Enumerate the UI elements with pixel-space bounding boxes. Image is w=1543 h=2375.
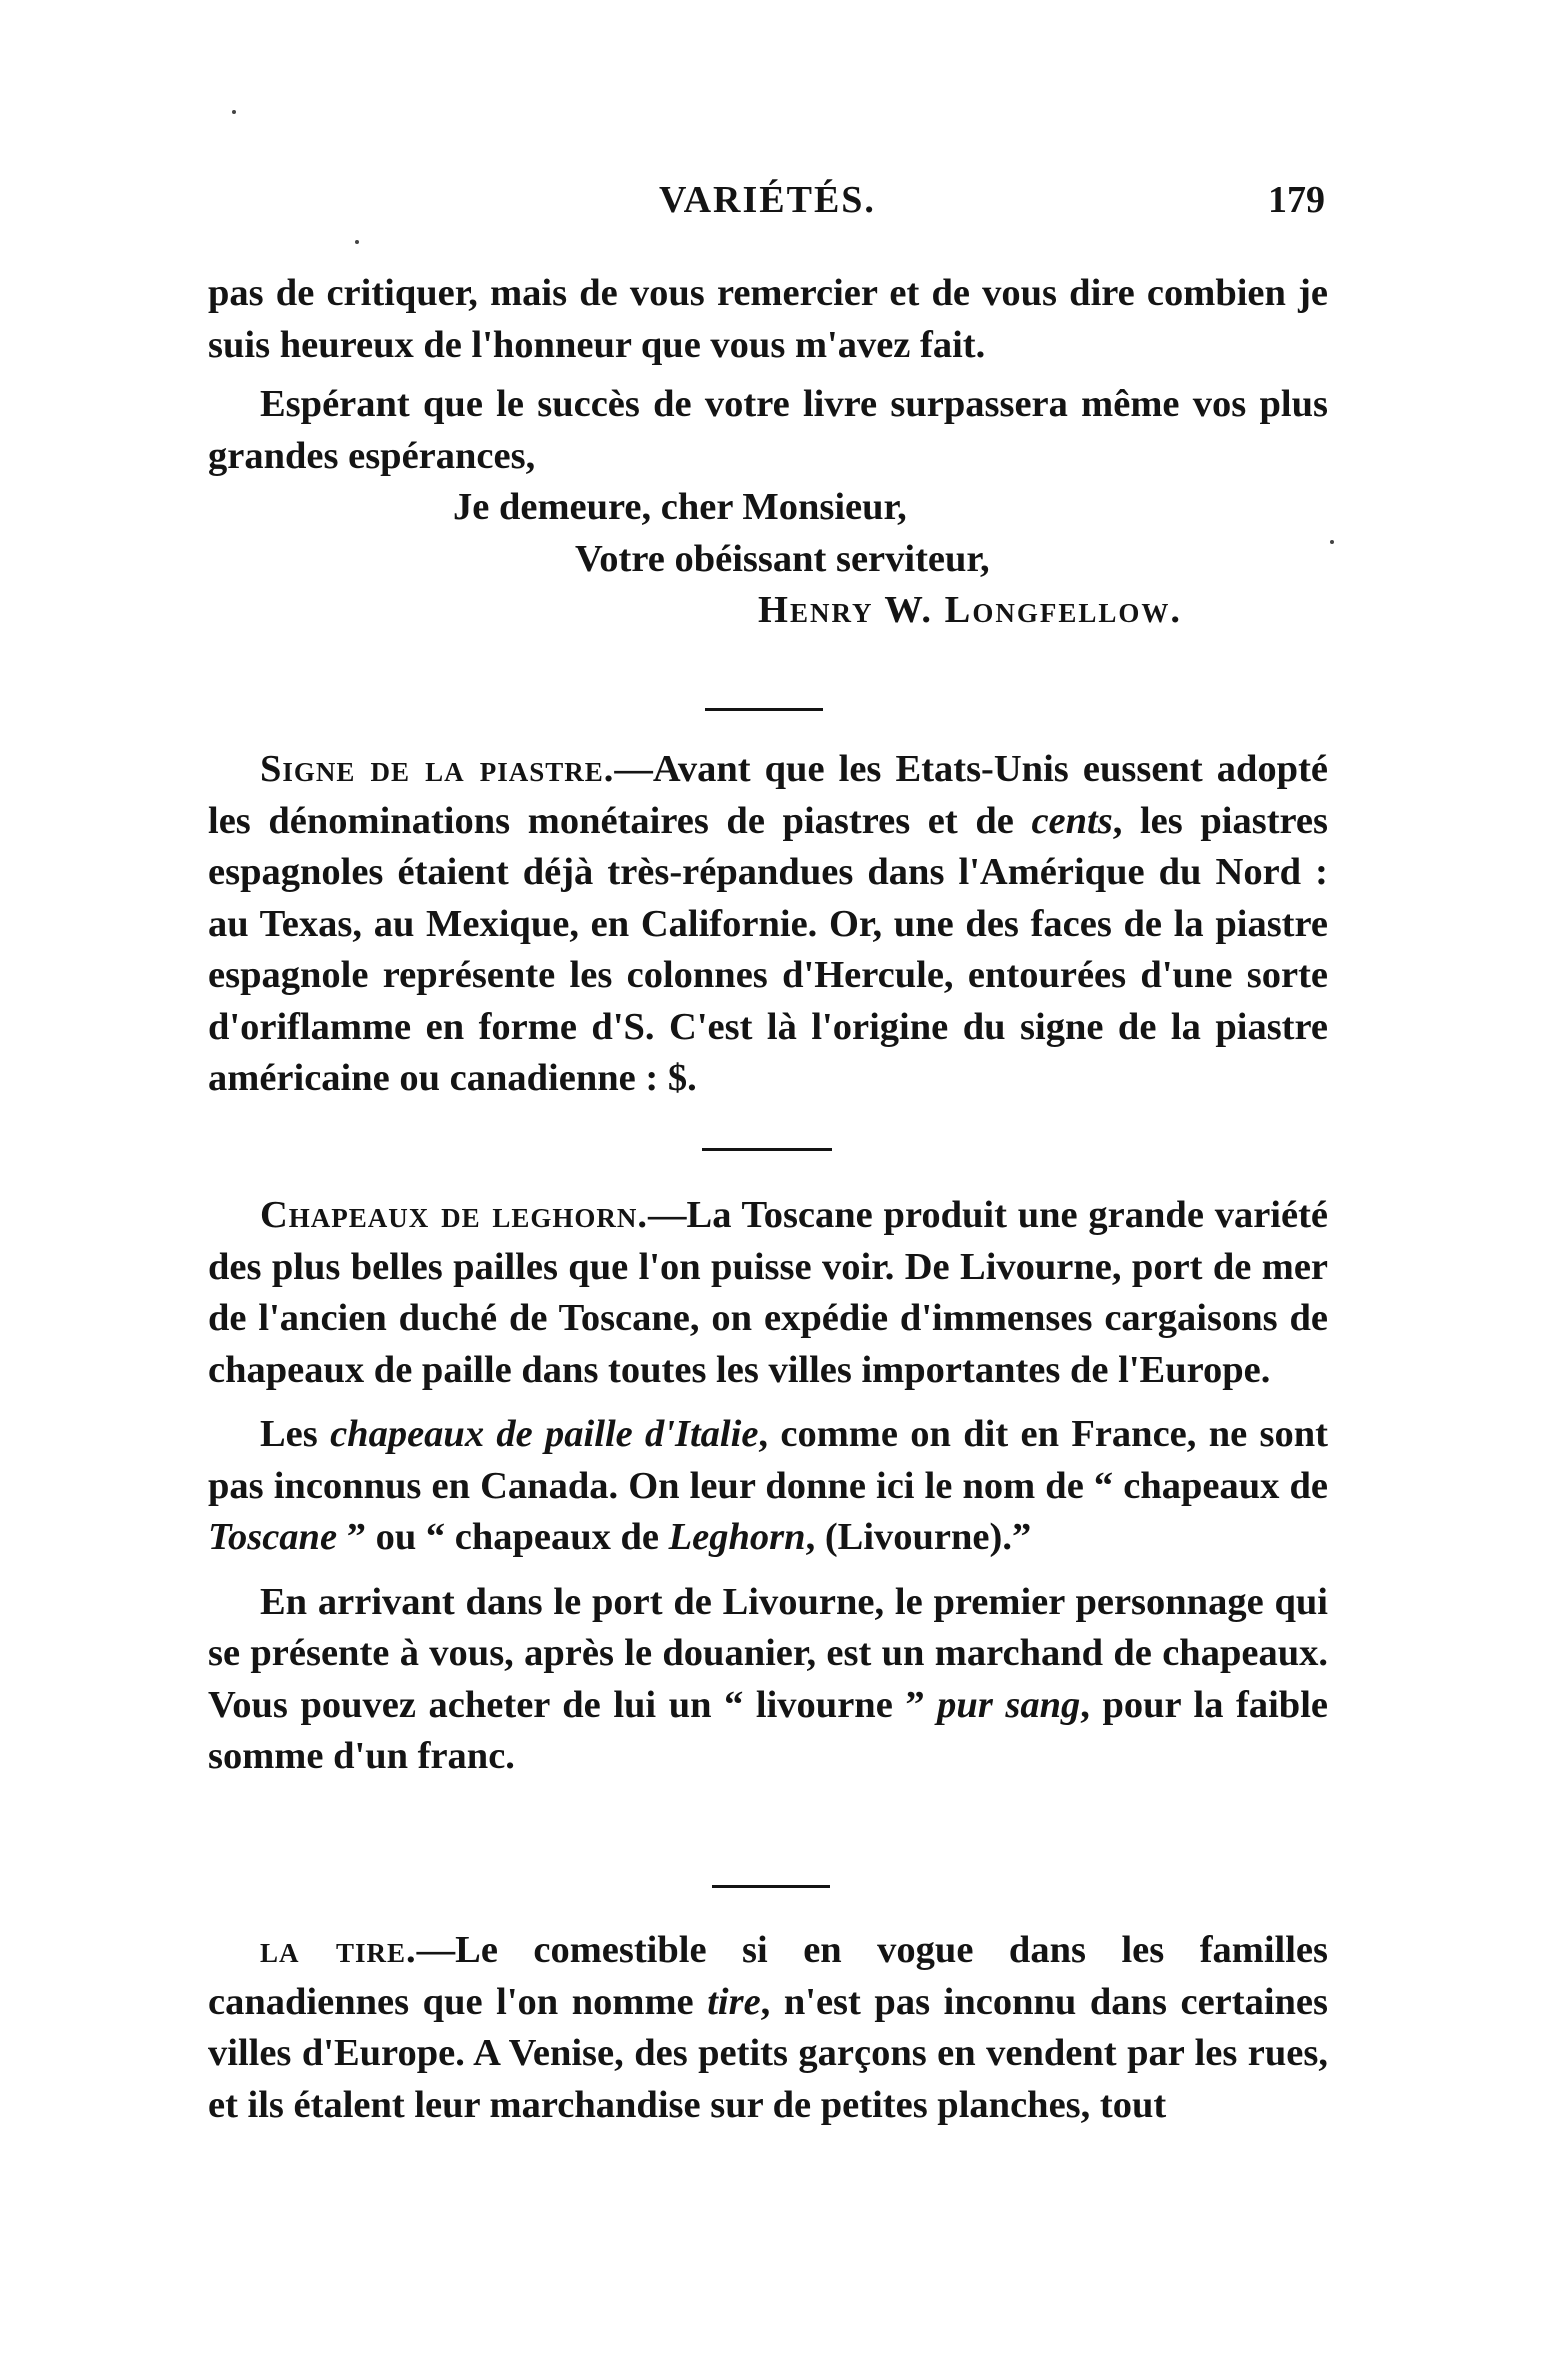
text-run: —Avant que les Etats-Unis eussent adopté les dénominations monétaires de piastres et de — [208, 748, 1328, 842]
italic-term: Toscane — [208, 1516, 338, 1558]
speck-mark — [1330, 540, 1334, 544]
letter-closing: Votre obéissant serviteur, — [575, 537, 990, 580]
running-title: VARIÉTÉS. — [659, 179, 876, 221]
section-heading: Chapeaux de leghorn. — [260, 1194, 649, 1236]
text-run: En arrivant dans le port de Livourne, le premier personnage qui se présente à vous, après le douanier, est un marchand de chapeaux. Vous pouvez acheter de lui un “ livourne ” — [208, 1580, 1328, 1726]
italic-term: chapeaux de paille d'Italie — [330, 1413, 759, 1455]
italic-term: Leghorn — [668, 1516, 806, 1558]
section-heading: Signe de la piastre. — [260, 748, 615, 790]
section-divider — [702, 1148, 832, 1151]
text-run: , les piastres espagnoles étaient déjà très-répandues dans l'Amérique du Nord : au Texas, au Mexique, en Californie. Or, une des faces de la piastre espagnole représente les colonnes d'Hercule, entourées d'une sorte d'oriflamme en forme d'S. C'est là l'origine du signe de la piastre américaine ou canadienne : $. — [208, 799, 1328, 1099]
section-paragraph — [208, 1190, 1328, 1396]
page-number: 179 — [1268, 179, 1325, 221]
letter-signature: Henry W. Longfellow. — [758, 589, 1182, 631]
letter-ending — [208, 268, 1328, 637]
text-run: —Le comestible si en vogue dans les familles canadiennes que l'on nomme — [208, 1929, 1328, 2023]
text-run: ” ou “ chapeaux de — [337, 1516, 669, 1558]
letter-closing: Je demeure, cher Monsieur, — [453, 486, 907, 528]
section-divider — [705, 708, 823, 711]
italic-term: pur sang — [937, 1683, 1081, 1726]
section-paragraph — [208, 1925, 1328, 2131]
italic-term: cents — [1031, 799, 1113, 842]
section-piastre — [208, 744, 1328, 1105]
speck-mark — [232, 110, 236, 114]
section-heading: la tire. — [260, 1929, 417, 1971]
speck-mark — [355, 240, 359, 244]
letter-paragraph: pas de critiquer, mais de vous remercier et de vous dire combien je suis heureux de l'honneur que vous m'avez fait. — [208, 272, 1328, 366]
text-run: Les — [260, 1413, 331, 1455]
text-run: , (Livourne).” — [805, 1516, 1032, 1558]
text-run: , pour la faible somme d'un franc. — [208, 1683, 1328, 1777]
text-run: , comme on dit en France, ne sont pas inconnus en Canada. On leur donne ici le nom de “ chapeaux de — [208, 1413, 1328, 1507]
text-run: —La Toscane produit une grande variété des plus belles pailles que l'on puisse voir. De Livourne, port de mer de l'ancien duché de Toscane, on expédie d'immenses cargaisons de chapeaux de paille dans toutes les villes importantes de l'Europe. — [208, 1194, 1328, 1391]
section-paragraph — [208, 744, 1328, 1105]
text-run: , n'est pas inconnu dans certaines villes d'Europe. A Venise, des petits garçons en vendent par les rues, et ils étalent leur marchandise sur de petites planches, tout — [208, 1980, 1328, 2126]
page-header — [210, 178, 1325, 238]
letter-paragraph: Espérant que le succès de votre livre surpassera même vos plus grandes espérances, — [208, 383, 1328, 477]
section-paragraph — [208, 1577, 1328, 1783]
section-leghorn — [208, 1190, 1328, 1783]
section-divider — [712, 1885, 830, 1888]
section-tire — [208, 1925, 1328, 2131]
italic-term: tire — [707, 1980, 761, 2023]
section-paragraph — [208, 1409, 1328, 1564]
